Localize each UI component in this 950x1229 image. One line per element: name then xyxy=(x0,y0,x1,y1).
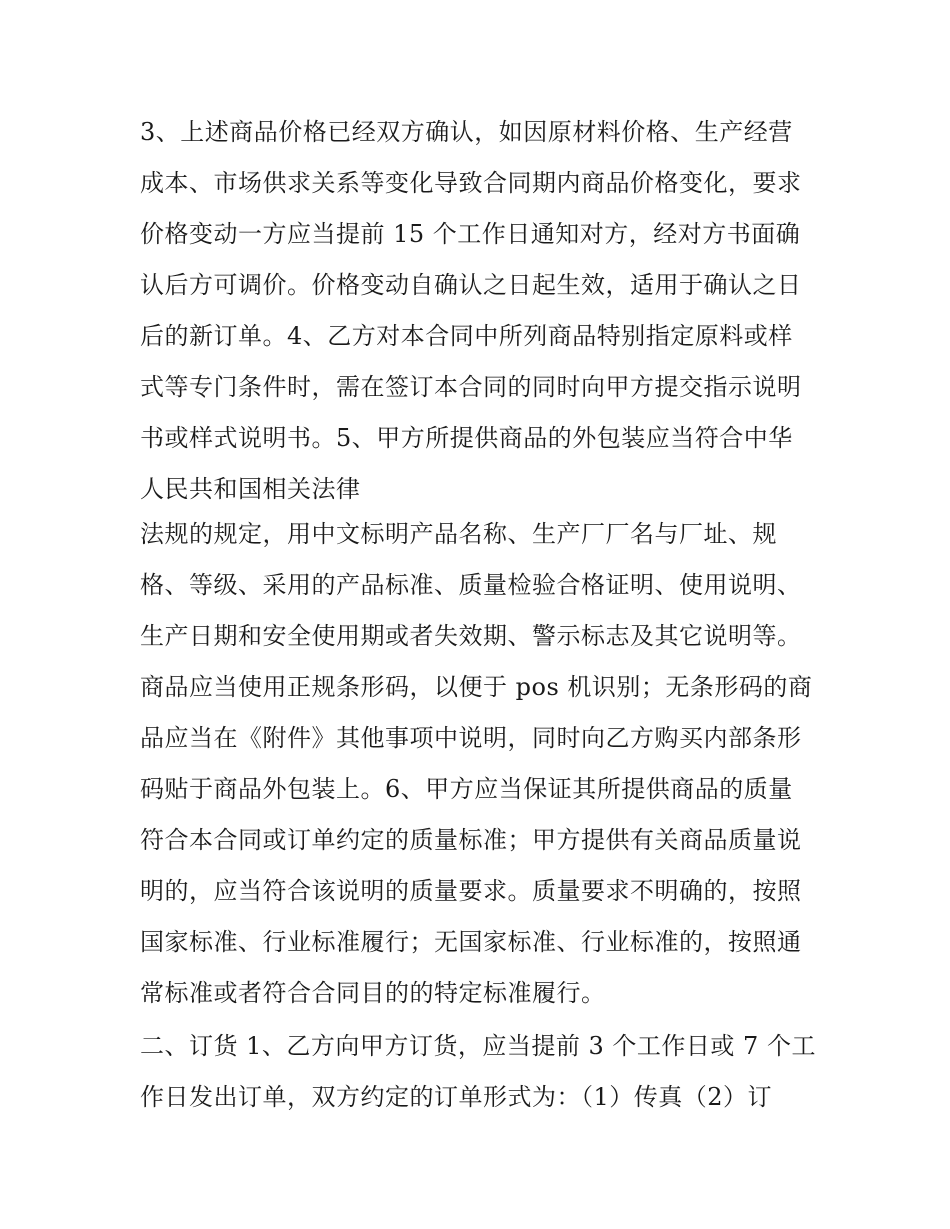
text-line: 书或样式说明书。5、甲方所提供商品的外包装应当符合中华 xyxy=(140,424,793,452)
text-line: 格、等级、采用的产品标准、质量检验合格证明、使用说明、 xyxy=(140,571,802,599)
paragraph-packaging-quality xyxy=(140,509,820,1019)
text-line: 常标准或者符合合同目的的特定标准履行。 xyxy=(140,979,606,1007)
text-line: 法规的规定，用中文标明产品名称、生产厂厂名与厂址、规 xyxy=(140,520,777,548)
text-line: 认后方可调价。价格变动自确认之日起生效，适用于确认之日 xyxy=(140,271,802,299)
text-line: 品应当在《附件》其他事项中说明，同时向乙方购买内部条形 xyxy=(140,724,802,752)
text-line: 价格变动一方应当提前 15 个工作日通知对方，经对方书面确 xyxy=(140,220,801,248)
text-line: 人民共和国相关法律 xyxy=(140,475,361,503)
text-line: 明的，应当符合该说明的质量要求。质量要求不明确的，按照 xyxy=(140,877,802,905)
text-line: 二、订货 1、乙方向甲方订货，应当提前 3 个工作日或 7 个工 xyxy=(140,1032,816,1060)
text-line: 国家标准、行业标准履行；无国家标准、行业标准的，按照通 xyxy=(140,928,802,956)
text-line: 符合本合同或订单约定的质量标准；甲方提供有关商品质量说 xyxy=(140,826,802,854)
text-line: 生产日期和安全使用期或者失效期、警示标志及其它说明等。 xyxy=(140,622,802,650)
text-line: 3、上述商品价格已经双方确认，如因原材料价格、生产经营 xyxy=(140,118,793,146)
text-line: 作日发出订单，双方约定的订单形式为：（1）传真（2）订 xyxy=(140,1083,773,1111)
paragraph-ordering xyxy=(140,1021,820,1123)
paragraph-price-terms xyxy=(140,107,820,515)
text-line: 商品应当使用正规条形码，以便于 pos 机识别；无条形码的商 xyxy=(140,673,813,701)
text-line: 成本、市场供求关系等变化导致合同期内商品价格变化，要求 xyxy=(140,169,802,197)
text-line: 式等专门条件时，需在签订本合同的同时向甲方提交指示说明 xyxy=(140,373,802,401)
text-line: 码贴于商品外包装上。6、甲方应当保证其所提供商品的质量 xyxy=(140,775,793,803)
text-line: 后的新订单。4、乙方对本合同中所列商品特别指定原料或样 xyxy=(140,322,793,350)
